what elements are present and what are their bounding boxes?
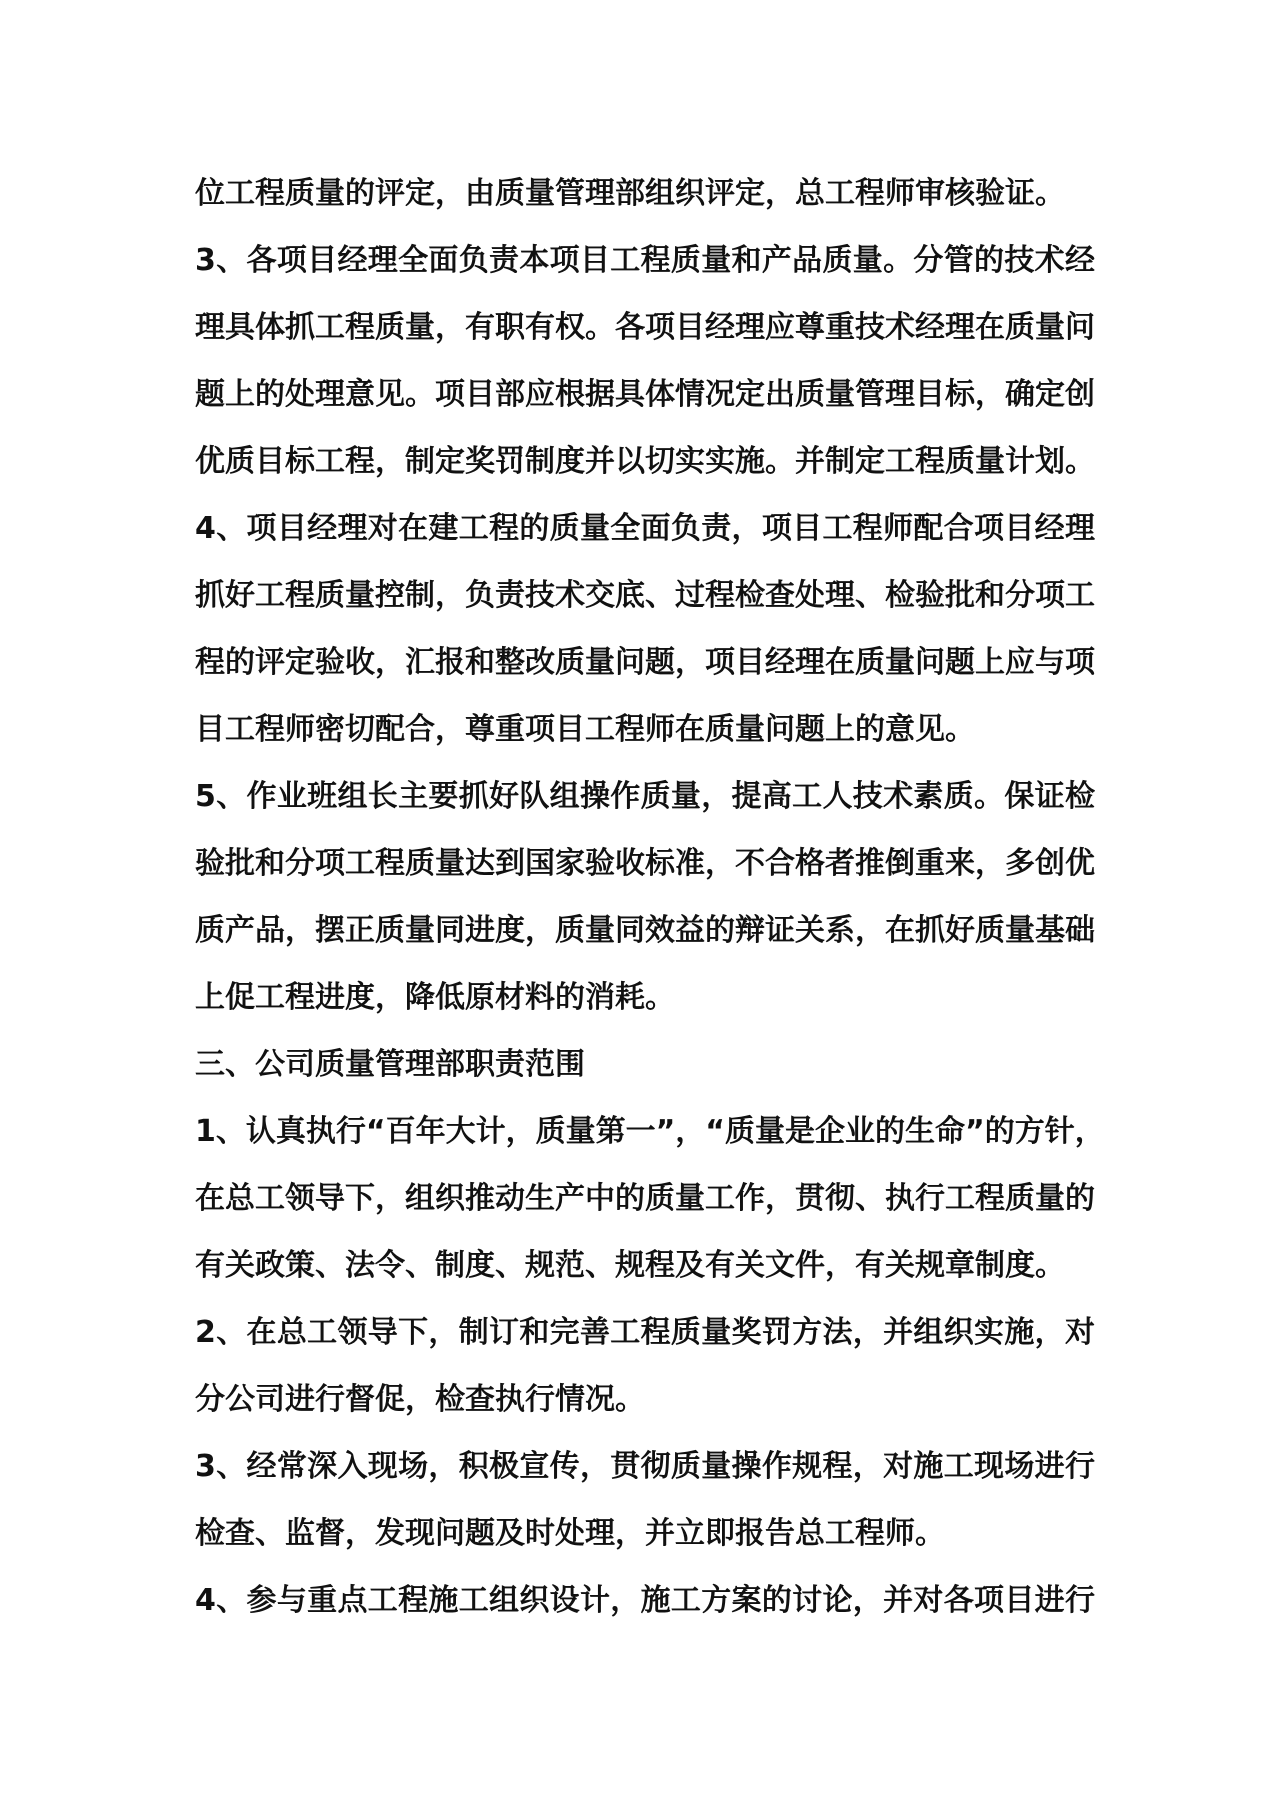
- text-line: 质产品，摆正质量同进度，质量同效益的辩证关系，在抓好质量基础: [195, 913, 1095, 948]
- text-line: 目工程师密切配合，尊重项目工程师在质量问题上的意见。: [195, 712, 975, 747]
- text-line: 位工程质量的评定，由质量管理部组织评定，总工程师审核验证。: [195, 176, 1065, 211]
- text-line: 在总工领导下，组织推动生产中的质量工作，贯彻、执行工程质量的: [195, 1181, 1095, 1216]
- text-line: 题上的处理意见。项目部应根据具体情况定出质量管理目标，确定创: [195, 377, 1095, 412]
- section-heading: 三、公司质量管理部职责范围: [195, 1047, 585, 1082]
- text-line: 4、项目经理对在建工程的质量全面负责，项目工程师配合项目经理: [195, 511, 1095, 546]
- text-line: 抓好工程质量控制，负责技术交底、过程检查处理、检验批和分项工: [195, 578, 1095, 613]
- text-line: 上促工程进度，降低原材料的消耗。: [195, 980, 675, 1015]
- text-line: 理具体抓工程质量，有职有权。各项目经理应尊重技术经理在质量问: [195, 310, 1095, 345]
- text-line: 3、各项目经理全面负责本项目工程质量和产品质量。分管的技术经: [195, 243, 1095, 278]
- text-line: 2、在总工领导下，制订和完善工程质量奖罚方法，并组织实施，对: [195, 1315, 1095, 1350]
- text-line: 1、认真执行“百年大计，质量第一”，“质量是企业的生命”的方针，: [195, 1114, 1105, 1149]
- document-body: [195, 160, 1105, 1634]
- text-line: 4、参与重点工程施工组织设计，施工方案的讨论，并对各项目进行: [195, 1583, 1095, 1618]
- text-line: 验批和分项工程质量达到国家验收标准，不合格者推倒重来，多创优: [195, 846, 1095, 881]
- text-line: 有关政策、法令、制度、规范、规程及有关文件，有关规章制度。: [195, 1248, 1065, 1283]
- text-line: 5、作业班组长主要抓好队组操作质量，提高工人技术素质。保证检: [195, 779, 1095, 814]
- text-line: 检查、监督，发现问题及时处理，并立即报告总工程师。: [195, 1516, 945, 1551]
- text-line: 分公司进行督促，检查执行情况。: [195, 1382, 645, 1417]
- text-line: 优质目标工程，制定奖罚制度并以切实实施。并制定工程质量计划。: [195, 444, 1095, 479]
- text-line: 程的评定验收，汇报和整改质量问题，项目经理在质量问题上应与项: [195, 645, 1095, 680]
- text-line: 3、经常深入现场，积极宣传，贯彻质量操作规程，对施工现场进行: [195, 1449, 1095, 1484]
